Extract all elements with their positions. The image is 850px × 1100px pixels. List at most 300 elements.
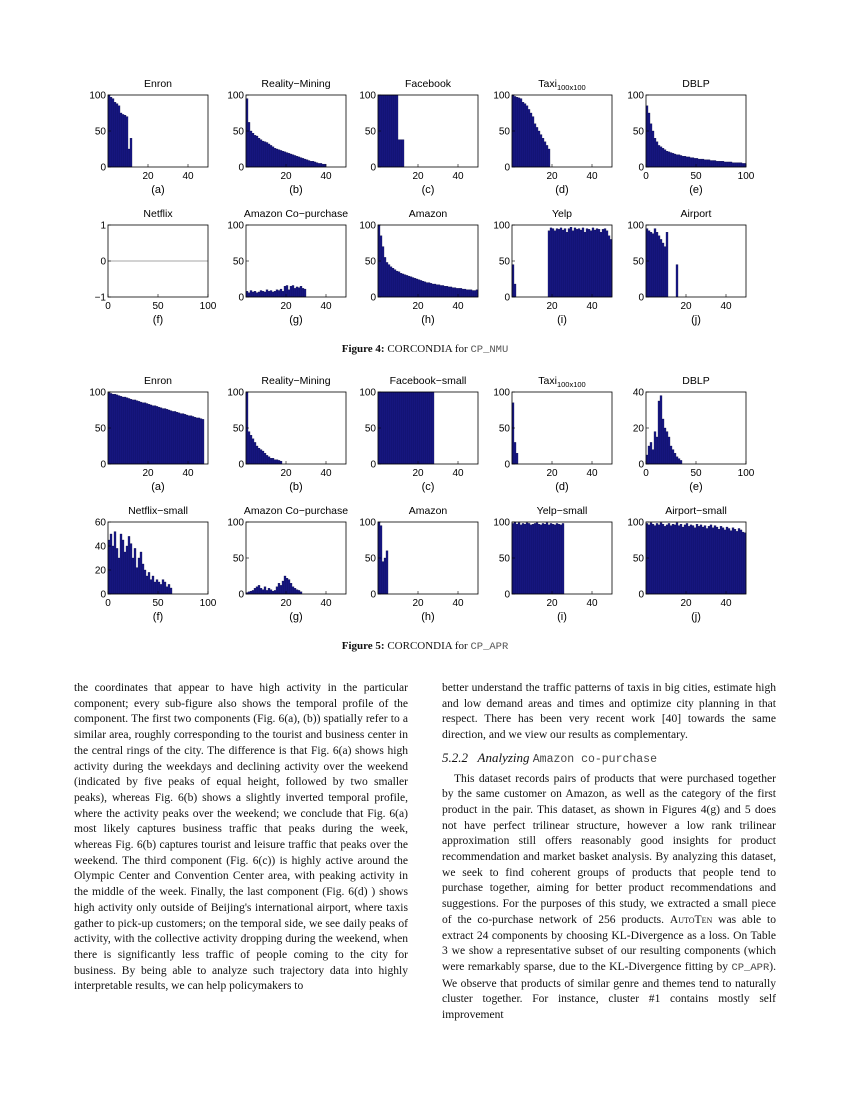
- subfigure-label: (c): [421, 184, 435, 196]
- bar: [176, 412, 178, 464]
- bar: [654, 229, 656, 297]
- bar: [152, 406, 154, 464]
- bar: [194, 417, 196, 464]
- bar: [420, 392, 422, 464]
- bar: [174, 411, 176, 464]
- bar: [548, 149, 550, 167]
- bar: [318, 163, 320, 167]
- chart-title-subscript: 100x100: [556, 380, 586, 389]
- bar: [410, 277, 412, 297]
- chart-title-subscript: 100x100: [556, 83, 586, 92]
- bar: [676, 457, 678, 464]
- bar: [248, 122, 250, 167]
- bar: [732, 528, 734, 594]
- y-tick-label: 1: [100, 220, 106, 232]
- bar: [382, 392, 384, 464]
- bar: [672, 153, 674, 167]
- bar: [156, 406, 158, 464]
- y-tick-label: 100: [227, 387, 244, 399]
- bar: [654, 526, 656, 594]
- y-tick-label: 50: [498, 553, 510, 565]
- bar: [310, 161, 312, 167]
- bar: [694, 528, 696, 594]
- bar: [120, 396, 122, 464]
- subfigure-label: (a): [151, 184, 165, 196]
- bar: [438, 285, 440, 297]
- bar: [540, 135, 542, 167]
- bar: [302, 288, 304, 297]
- bar: [192, 416, 194, 464]
- bar: [584, 232, 586, 297]
- chart-title: Yelp−small: [536, 505, 588, 517]
- subplot-4-7: [227, 208, 348, 326]
- bar: [568, 229, 570, 297]
- x-tick-label: 100: [737, 468, 755, 479]
- bar: [468, 290, 470, 297]
- bar: [444, 286, 446, 297]
- bar: [742, 532, 744, 594]
- bar: [274, 460, 276, 464]
- x-tick-label: 100: [199, 598, 217, 609]
- bar: [254, 588, 256, 594]
- bar: [138, 558, 140, 594]
- bar: [258, 138, 260, 167]
- bar: [516, 453, 518, 464]
- bar: [674, 154, 676, 167]
- bar: [542, 523, 544, 594]
- bar: [288, 153, 290, 167]
- bar: [400, 392, 402, 464]
- bar: [660, 523, 662, 594]
- y-tick-label: 0: [238, 589, 244, 601]
- bar: [678, 459, 680, 464]
- y-tick-label: 100: [627, 517, 644, 529]
- bar: [402, 274, 404, 297]
- bar: [164, 582, 166, 594]
- bar: [466, 290, 468, 297]
- bar: [534, 523, 536, 594]
- x-tick-label: 20: [142, 171, 154, 182]
- bar: [564, 229, 566, 297]
- axes-frame: [246, 225, 346, 297]
- bar: [572, 231, 574, 297]
- bar: [384, 392, 386, 464]
- bar: [740, 163, 742, 167]
- bar: [170, 411, 172, 464]
- bar: [738, 528, 740, 594]
- x-tick-label: 40: [320, 171, 332, 182]
- bar: [282, 291, 284, 297]
- bar: [592, 228, 594, 297]
- y-tick-label: 100: [627, 90, 644, 102]
- subplot-4-8: [359, 208, 478, 326]
- bar: [266, 590, 268, 594]
- bar: [666, 232, 668, 297]
- bar: [702, 527, 704, 594]
- bar: [388, 265, 390, 297]
- bar: [380, 236, 382, 297]
- bar: [272, 591, 274, 594]
- bar: [414, 392, 416, 464]
- bar: [392, 95, 394, 167]
- bar: [388, 392, 390, 464]
- x-tick-label: 20: [546, 301, 558, 312]
- figure-4-caption-text: CORCONDIA for: [387, 343, 468, 355]
- bar: [724, 162, 726, 167]
- bar: [298, 288, 300, 297]
- bar: [280, 585, 282, 594]
- bar: [594, 230, 596, 297]
- bar: [390, 95, 392, 167]
- bar: [556, 523, 558, 594]
- bar: [734, 163, 736, 167]
- bar: [418, 392, 420, 464]
- bar: [268, 144, 270, 167]
- subplot-5-8: [359, 505, 478, 623]
- x-tick-label: 0: [105, 598, 111, 609]
- y-tick-label: 0: [370, 589, 376, 601]
- bar: [144, 570, 146, 594]
- y-tick-label: 100: [227, 90, 244, 102]
- bar: [264, 142, 266, 167]
- y-tick-label: 0: [100, 256, 106, 268]
- bar: [700, 159, 702, 167]
- bar: [264, 292, 266, 297]
- chart-title: Enron: [143, 78, 173, 90]
- bar: [304, 289, 306, 297]
- subplot-5-7: [227, 505, 348, 623]
- bar: [684, 156, 686, 167]
- figure-4-caption: [0, 343, 850, 356]
- x-tick-label: 100: [737, 171, 755, 182]
- bar: [562, 230, 564, 297]
- bar: [654, 432, 656, 464]
- bar: [560, 525, 562, 594]
- bar: [658, 145, 660, 167]
- bar: [692, 158, 694, 167]
- bar: [682, 527, 684, 594]
- y-tick-label: 50: [632, 126, 644, 138]
- right-column: [442, 681, 776, 1024]
- subplot-4-3: [359, 78, 478, 196]
- bar: [648, 113, 650, 167]
- bar: [546, 145, 548, 167]
- bar: [430, 283, 432, 297]
- bar: [528, 109, 530, 167]
- bar: [532, 524, 534, 594]
- x-tick-label: 100: [199, 301, 217, 312]
- bar: [404, 392, 406, 464]
- right-paragraph-2: [442, 772, 776, 1024]
- bar: [552, 524, 554, 594]
- bar: [262, 590, 264, 594]
- bar: [382, 95, 384, 167]
- bar: [464, 289, 466, 297]
- bar: [696, 524, 698, 594]
- axes-frame: [246, 522, 346, 594]
- bar: [150, 580, 152, 594]
- bar: [158, 407, 160, 464]
- bar: [648, 525, 650, 594]
- chart-title: Taxi$_{100x100}$: [538, 375, 586, 389]
- y-tick-label: 20: [94, 565, 106, 577]
- subplot-5-9: [493, 505, 612, 623]
- chart-title: Yelp: [551, 208, 573, 220]
- bar: [110, 393, 112, 464]
- bar: [558, 229, 560, 297]
- bar: [126, 546, 128, 594]
- subplot-4-10: [627, 208, 746, 326]
- bar: [650, 523, 652, 594]
- y-tick-label: 100: [359, 220, 376, 232]
- bar: [556, 229, 558, 297]
- bar: [718, 161, 720, 167]
- y-tick-label: 0: [238, 459, 244, 471]
- bar: [472, 291, 474, 297]
- right-paragraph-2b: was able to extract 24 components by choosing KL-Divergence as a loss. On Table 3 we show a representative subset of our resulting components (which were remarkably sparse, due to the KL-Divergence fitting by: [442, 913, 776, 973]
- bar: [304, 159, 306, 167]
- bar: [548, 525, 550, 594]
- x-tick-label: 20: [412, 171, 424, 182]
- subfigure-label: (e): [689, 184, 703, 196]
- bar: [550, 228, 552, 297]
- bar: [730, 531, 732, 594]
- bar: [566, 232, 568, 297]
- bar: [706, 528, 708, 594]
- y-tick-label: 100: [227, 220, 244, 232]
- bar: [682, 156, 684, 167]
- bar: [518, 98, 520, 167]
- bar: [598, 229, 600, 297]
- bar: [118, 558, 120, 594]
- y-tick-label: 0: [638, 589, 644, 601]
- bar: [680, 155, 682, 167]
- bar: [164, 409, 166, 464]
- bar: [280, 150, 282, 167]
- bar: [260, 291, 262, 297]
- bar: [380, 526, 382, 594]
- bar: [252, 292, 254, 297]
- subplot-5-2: [227, 375, 346, 493]
- y-tick-label: 0: [504, 459, 510, 471]
- subfigure-label: (i): [557, 611, 567, 623]
- y-tick-label: 100: [359, 517, 376, 529]
- bar: [282, 581, 284, 594]
- bar: [270, 145, 272, 167]
- y-tick-label: 60: [94, 517, 106, 529]
- bar: [656, 232, 658, 297]
- x-tick-label: 40: [586, 171, 598, 182]
- bar: [256, 587, 258, 594]
- axes-frame: [512, 392, 612, 464]
- bar: [118, 396, 120, 464]
- bar: [462, 289, 464, 297]
- bar: [180, 414, 182, 464]
- bar: [124, 397, 126, 464]
- bar: [396, 95, 398, 167]
- bar: [116, 104, 118, 167]
- subfigure-label: (b): [289, 481, 303, 493]
- subplot-5-6: [95, 505, 217, 623]
- bar: [460, 288, 462, 297]
- bar: [134, 548, 136, 594]
- y-tick-label: 0: [100, 459, 106, 471]
- x-tick-label: 0: [105, 301, 111, 312]
- subfigure-label: (b): [289, 184, 303, 196]
- bar: [400, 140, 402, 167]
- bar: [678, 526, 680, 594]
- bar: [190, 416, 192, 464]
- bar: [110, 97, 112, 167]
- bar: [258, 448, 260, 464]
- x-tick-label: 20: [412, 301, 424, 312]
- bar: [150, 405, 152, 464]
- bar: [552, 229, 554, 297]
- bar: [136, 568, 138, 594]
- bar: [434, 284, 436, 297]
- bar: [260, 450, 262, 464]
- bar: [686, 523, 688, 594]
- bar: [382, 247, 384, 297]
- subplot-4-6: [95, 208, 217, 326]
- bar: [698, 159, 700, 167]
- bar: [292, 587, 294, 594]
- bar: [306, 160, 308, 167]
- bar: [268, 457, 270, 464]
- y-tick-label: 0: [238, 292, 244, 304]
- autoten-name: AutoTen: [669, 913, 713, 926]
- bar: [688, 157, 690, 167]
- bar: [676, 155, 678, 167]
- x-tick-label: 20: [280, 598, 292, 609]
- bar: [408, 392, 410, 464]
- bar: [274, 291, 276, 297]
- bar: [160, 584, 162, 594]
- bar: [250, 435, 252, 464]
- bar: [386, 262, 388, 297]
- bar: [672, 524, 674, 594]
- bar: [112, 99, 114, 167]
- y-tick-label: 0: [504, 292, 510, 304]
- bar: [428, 283, 430, 297]
- bar: [252, 590, 254, 594]
- bar: [728, 528, 730, 594]
- bar: [442, 285, 444, 297]
- bar: [406, 392, 408, 464]
- x-tick-label: 40: [586, 301, 598, 312]
- bar: [292, 285, 294, 297]
- bar: [288, 290, 290, 297]
- bar: [544, 524, 546, 594]
- bar: [130, 399, 132, 464]
- bar: [384, 558, 386, 594]
- bar: [300, 286, 302, 297]
- bar: [320, 163, 322, 167]
- bar: [280, 289, 282, 297]
- x-tick-label: 20: [680, 598, 692, 609]
- bar: [670, 526, 672, 594]
- bar: [424, 392, 426, 464]
- bar: [548, 231, 550, 297]
- x-tick-label: 20: [280, 171, 292, 182]
- bar: [526, 523, 528, 594]
- bar: [516, 97, 518, 167]
- chart-title: Reality−Mining: [261, 375, 331, 387]
- bar: [426, 392, 428, 464]
- x-tick-label: 20: [280, 468, 292, 479]
- subplot-4-9: [493, 208, 612, 326]
- bar: [650, 442, 652, 464]
- y-tick-label: 40: [632, 387, 644, 399]
- right-paragraph-2c: ). We observe that products of similar genre and themes tend to naturally cluster together. For instance, cluster #1 contains mostly self improvement: [442, 960, 776, 1022]
- bar: [450, 287, 452, 297]
- bar: [426, 283, 428, 297]
- y-tick-label: 100: [89, 387, 106, 399]
- bar: [382, 562, 384, 594]
- chart-title: Facebook−small: [389, 375, 467, 387]
- bar: [726, 162, 728, 167]
- bar: [250, 591, 252, 594]
- subfigure-label: (d): [555, 481, 569, 493]
- bar: [582, 228, 584, 297]
- bar: [390, 267, 392, 297]
- y-tick-label: 50: [632, 256, 644, 268]
- bar: [412, 278, 414, 297]
- bar: [648, 231, 650, 297]
- subsection-code: Amazon co-purchase: [532, 752, 657, 766]
- bar: [170, 588, 172, 594]
- y-tick-label: 100: [493, 90, 510, 102]
- bar: [670, 446, 672, 464]
- bar: [124, 115, 126, 167]
- bar: [322, 164, 324, 167]
- bar: [266, 290, 268, 297]
- subplot-5-5: [633, 375, 755, 493]
- x-tick-label: 20: [546, 171, 558, 182]
- x-tick-label: 40: [182, 171, 194, 182]
- bar: [530, 113, 532, 167]
- bar: [388, 95, 390, 167]
- chart-title: Reality−Mining: [261, 78, 331, 90]
- left-paragraph: the coordinates that appear to have high activity in the particular component; every sub-figure also shows the temporal profile of the component. The first two components (Fig. 6(a), (b)) spatially refer to a similar area, roughly corresponding to the tourist and business center in the central rings of the city. The difference is that Fig. 6(a) shows high activity during the weekdays and declining activity over the weekend (indicated by five peaks of equal height, followed by two smaller peaks), whereas Fig. 6(b) shows a slightly inverted temporal profile, where the activity peaks over the weekend; we conclude that Fig. 6(a) most likely captures business traffic that peaks during the week, whereas Fig. 6(b) captures tourist and leisure traffic that peaks over the weekend. The third component (Fig. 6(c)) is highly active around the Olympic Center and Convention Center area, with peaking activity in the middle of the week. Finally, the last component (Fig. 6(d) ) shows high activity only outside of Beijing's international airport, where taxis gather to pick-up customers; on the temporal side, we see daily peaks of activity, with the collective activity dropping during the weekend, when there is significantly less traffic of people coming to the city for business. By being able to analyze such trajectory data into highly interpretable results, we can help policymakers to: [74, 682, 408, 993]
- x-tick-label: 40: [720, 598, 732, 609]
- bar: [278, 460, 280, 464]
- bar: [294, 588, 296, 594]
- subfigure-label: (d): [555, 184, 569, 196]
- bar: [712, 161, 714, 167]
- figure-5-label: Figure 5:: [341, 640, 385, 652]
- chart-title: DBLP: [682, 375, 710, 387]
- chart-title: Netflix: [143, 208, 173, 220]
- bar: [142, 564, 144, 594]
- x-tick-label: 40: [452, 468, 464, 479]
- y-tick-label: 50: [498, 423, 510, 435]
- bar: [282, 151, 284, 167]
- bar: [602, 229, 604, 297]
- x-tick-label: 40: [452, 301, 464, 312]
- bar: [732, 163, 734, 167]
- bar: [398, 272, 400, 297]
- bar: [298, 590, 300, 594]
- bar: [276, 149, 278, 167]
- subsection-number: 5.2.2: [442, 749, 468, 765]
- bar: [392, 268, 394, 297]
- bar: [652, 131, 654, 167]
- chart-title: Amazon Co−purchase: [243, 208, 349, 220]
- y-tick-label: 0: [504, 162, 510, 174]
- bar: [396, 271, 398, 297]
- bar: [196, 418, 198, 464]
